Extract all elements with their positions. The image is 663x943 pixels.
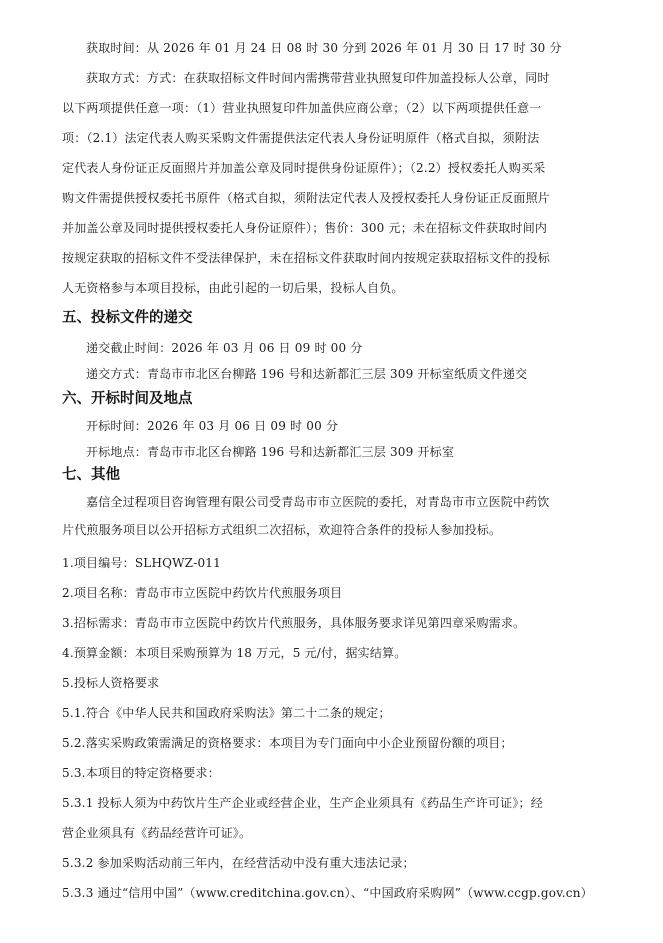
intro-line: 片代煎服务项目以公开招标方式组织二次招标，欢迎符合条件的投标人参加投标。 [62,523,502,537]
acquire-method-line: 并加盖公章及同时提供授权委托人身份证原件）；售价：300 元；未在招标文件获取时间内 [62,221,548,235]
list-item: 1.项目编号：SLHQWZ-011 [62,556,221,570]
list-item: 4.预算金额：本项目采购预算为 18 万元，5 元/付，据实结算。 [62,646,407,660]
acquire-method-line: 获取方式：方式：在获取招标文件时间内需携带营业执照复印件加盖投标人公章，同时 [86,71,550,85]
acquire-method-line: 定代表人身份证正反面照片并加盖公章及同时提供身份证原件）；（2.2）授权委托人购买采 [62,161,546,175]
list-item: 5.3.本项目的特定资格要求： [62,766,220,780]
list-item: 营企业须具有《药品经营许可证》。 [62,826,252,840]
section-heading-submission: 五、投标文件的递交 [62,310,193,326]
list-item: 5.1.符合《中华人民共和国政府采购法》第二十二条的规定； [62,706,391,720]
acquire-method-line: 项：（2.1）法定代表人购买采购文件需提供法定代表人身份证明原件（格式自拟，须附法 [62,131,540,145]
opening-time: 开标时间：2026 年 03 月 06 日 09 时 00 分 [86,419,339,433]
list-item: 5.投标人资格要求 [62,676,160,690]
submission-method: 递交方式：青岛市市北区台柳路 196 号和达新都汇三层 309 开标室纸质文件递交 [86,367,528,381]
acquire-method-line: 以下两项提供任意一项：（1）营业执照复印件加盖供应商公章；（2）以下两项提供任意一 [62,101,542,115]
opening-place: 开标地点：青岛市市北区台柳路 196 号和达新都汇三层 309 开标室 [86,445,455,459]
section-heading-other: 七、其他 [62,467,120,483]
acquire-method-line: 人无资格参与本项目投标，由此引起的一切后果，投标人自负。 [62,281,404,295]
acquire-time: 获取时间：从 2026 年 01 月 24 日 08 时 30 分到 2026 年 01 月 30 日 17 时 30 分 [86,41,562,55]
list-item: 5.3.2 参加采购活动前三年内，在经营活动中没有重大违法记录； [62,856,415,870]
list-item: 3.招标需求：青岛市市立医院中药饮片代煎服务，具体服务要求详见第四章采购需求。 [62,616,526,630]
intro-line: 嘉信全过程项目咨询管理有限公司受青岛市市立医院的委托，对青岛市市立医院中药饮 [86,495,550,509]
list-item: 5.3.1 投标人须为中药饮片生产企业或经营企业，生产企业须具有《药品生产许可证》；经 [62,796,543,810]
acquire-method-line: 按规定获取的招标文件不受法律保护，未在招标文件获取时间内按规定获取招标文件的投标 [62,251,551,265]
acquire-method-line: 购文件需提供授权委托书原件（格式自拟，须附法定代表人及授权委托人身份证正反面照片 [62,191,551,205]
list-item: 2.项目名称：青岛市市立医院中药饮片代煎服务项目 [62,586,343,600]
list-item: 5.3.3 通过“信用中国”（www.creditchina.gov.cn）、“中国政府采购网”（www.ccgp.gov.cn） [62,886,593,900]
list-item: 5.2.落实采购政策需满足的资格要求：本项目为专门面向中小企业预留份额的项目； [62,736,513,750]
submission-deadline: 递交截止时间：2026 年 03 月 06 日 09 时 00 分 [86,341,363,355]
section-heading-opening: 六、开标时间及地点 [62,391,193,407]
